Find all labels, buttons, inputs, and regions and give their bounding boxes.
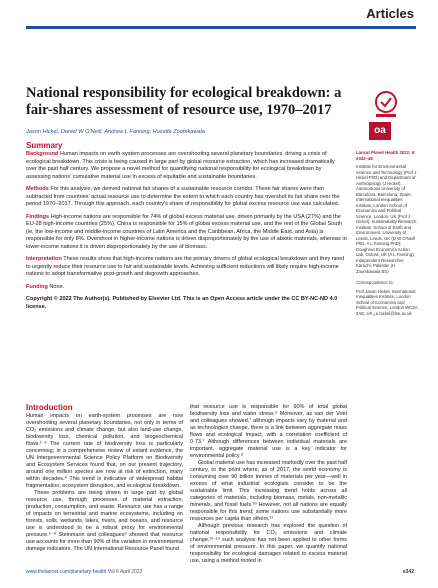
body-paragraph: that resource use is responsible for 90% of total global biodiversity loss and water stress.⁶ Moreover, as van der Voet and colleagues showed,⁷ although impacts vary by material and as technologies change, there is a link between aggregate mass flows and ecological impact, with a correlation coefficient of 0·73.⁷ Although differences between individual materials are important, aggregate material use is a key indicator for environmental policy.⁸ bbox=[190, 404, 347, 459]
footer-info bbox=[26, 569, 142, 575]
body-column-right bbox=[190, 404, 347, 565]
abstract-methods bbox=[26, 186, 347, 209]
body-paragraph: Human impacts on earth-system processes are now overshooting several planetary boundaries, not only in terms of CO₂ emissions and climate change, but also land-use change, biodiversity loss, chemical pollution, and biogeochemical flows.¹⁻³ The current rate of biodiversity loss is particularly concerning; in a comprehensive review of extant evidence, the UN Intergovernmental Science Policy Platform on Biodiversity and Ecosystem Services found that, on our present trajectory, around one million species are now at risk of extinction, many within decades.⁴ This trend is indicative of widespread habitat fragmentation, ecosystem disruption, and ecological breakdown. bbox=[26, 413, 183, 489]
copyright-notice: Copyright © 2022 The Author(s). Published by Elsevier Ltd. This is an Open Access article under the CC BY-NC-ND 4.0 license. bbox=[26, 296, 338, 310]
author-list[interactable]: Jason Hickel, Daniel W O'Neill, Andrew L Fanning, Huzaifa Zoomkawala bbox=[26, 129, 205, 135]
correspondence-heading: Correspondence to: bbox=[356, 280, 394, 285]
introduction-heading: Introduction bbox=[26, 403, 73, 412]
summary-heading: Summary bbox=[26, 141, 63, 150]
methods-text: For this analysis, we derived national fair shares of a sustainable resource corridor. These fair shares were then subtracted from countries' actual resource use to determine the extent to which each country has overshot its fair share over the period 1970–2017. Through this approach, each country's share of responsibility for global excess resource use was calculated. bbox=[26, 186, 340, 207]
crossmark-icon[interactable] bbox=[372, 90, 400, 120]
abstract-findings bbox=[26, 214, 347, 252]
body-paragraph: Although previous research has explored the question of national responsibility for CO₂ emissions and climate change,¹²⁻¹⁴ such analysis has not been applied to other forms of environmental pressure. In this paper, we quantify national responsibility for ecological damages related to excess material use, using a method rooted in bbox=[190, 523, 347, 564]
issue-info: Vol 6 April 2022 bbox=[107, 569, 143, 575]
page-number: e342 bbox=[402, 569, 414, 575]
findings-label: Findings bbox=[26, 213, 50, 220]
body-column-left bbox=[26, 413, 183, 553]
abstract-background bbox=[26, 151, 347, 181]
abstract-funding bbox=[26, 284, 347, 292]
abstract bbox=[26, 151, 347, 316]
body-paragraph: Global material use has increased markedly over the past half century, to the point where, as of 2017, the world economy is consuming over 90 billion tonnes of materials per year—well in excess of what industrial ecologists consider to be the sustainable limit. This increasing trend holds across all categories of materials, including biomass, metals, non-metallic minerals, and fossil fuels.¹⁰ However, not all nations are equally responsible for this trend; some nations use substantially more resources per capita than others.¹¹ bbox=[190, 460, 348, 522]
section-label: Articles bbox=[366, 6, 414, 21]
header-rule bbox=[26, 26, 416, 29]
journal-url[interactable]: www.thelancet.com/planetary-health bbox=[26, 569, 107, 575]
article-sidebar bbox=[356, 150, 418, 319]
findings-text: High-income nations are responsible for 74% of global excess material use, driven primarily by the USA (27%) and the EU-28 high-income countries (25%). China is responsible for 15% of global excess material use, and the rest of the Global South (ie, the low-income and middle-income countries of Latin America and the Caribbean, Africa, the Middle East, and Asia) is responsible for only 8%. Overshoot in higher-income nations is driven disproportionately by the use of abiotic materials, whereas in lower-income nations it is driven disproportionately by the use of biomass. bbox=[26, 213, 347, 250]
body-paragraph: These problems are being driven in large part by global resource use, through processes of material extraction, production, consumption, and waste. Resource use has a range of impacts on terrestrial and marine ecosystems, including on forests, soils, wetlands, lakes, rivers, and oceans, and resource use is understood to be a robust proxy for environmental pressure.⁵⁻⁸ Steinmann and colleagues⁹ showed that resource use accounts for more than 90% of the variation in environmental damage indicators. The UN International Resource Panel found bbox=[26, 490, 183, 552]
author-affiliations: Institute for Environmental Science and Technology (Prof J Hickel PhD) and Department of Anthropology (J Hickel), Autonomous University of Barcelona, Barcelona, Spain; International Inequalities Institute, London School of Economics and Political Science, London, UK (Prof J Hickel); Sustainability Research Institute, School of Earth and Environment, University of Leeds, Leeds, UK (D W O'Neill PhD, A L Fanning PhD); Doughnut Economics Action Lab, Oxford, UK (A L Fanning); Independent Researcher, Karachi, Pakistan (H Zoomkawala BS) bbox=[356, 164, 417, 274]
background-label: Background bbox=[26, 151, 59, 157]
open-access-badge: oa bbox=[369, 122, 391, 140]
journal-citation[interactable]: Lancet Planet Health 2022; 6: e342–49 bbox=[356, 150, 416, 161]
funding-label: Funding bbox=[26, 283, 48, 290]
correspondence-details[interactable]: Prof Jason Hickel, International Inequalities Institute, London School of Economics and Political Science, London WC2A 2AE, UK j.e.hickel@lse.ac.uk bbox=[356, 288, 418, 316]
funding-text: None. bbox=[49, 283, 65, 290]
methods-label: Methods bbox=[26, 186, 49, 192]
interpretation-label: Interpretation bbox=[26, 256, 62, 262]
abstract-interpretation bbox=[26, 256, 347, 279]
interpretation-text: These results show that high-income nations are the primary drivers of global ecological breakdown and they need to urgently reduce their resource use to fair and sustainable levels. Achieving sufficient reductions will likely require high-income nations to adopt transformative post-growth and degrowth approaches. bbox=[26, 256, 345, 277]
article-title: National responsibility for ecological breakdown: a fair-shares assessment of resource use, 1970–2017 bbox=[26, 85, 342, 118]
background-text: Human impacts on earth-system processes are overshooting several planetary boundaries, driving a crisis of ecological breakdown. This crisis is being caused in large part by global resource extraction, which has increased dramatically over the past half century. We propose a novel method for quantifying national responsibility for ecological breakdown by assessing nations' cumulative material use in excess of equitable and sustainable boundaries. bbox=[26, 151, 335, 180]
